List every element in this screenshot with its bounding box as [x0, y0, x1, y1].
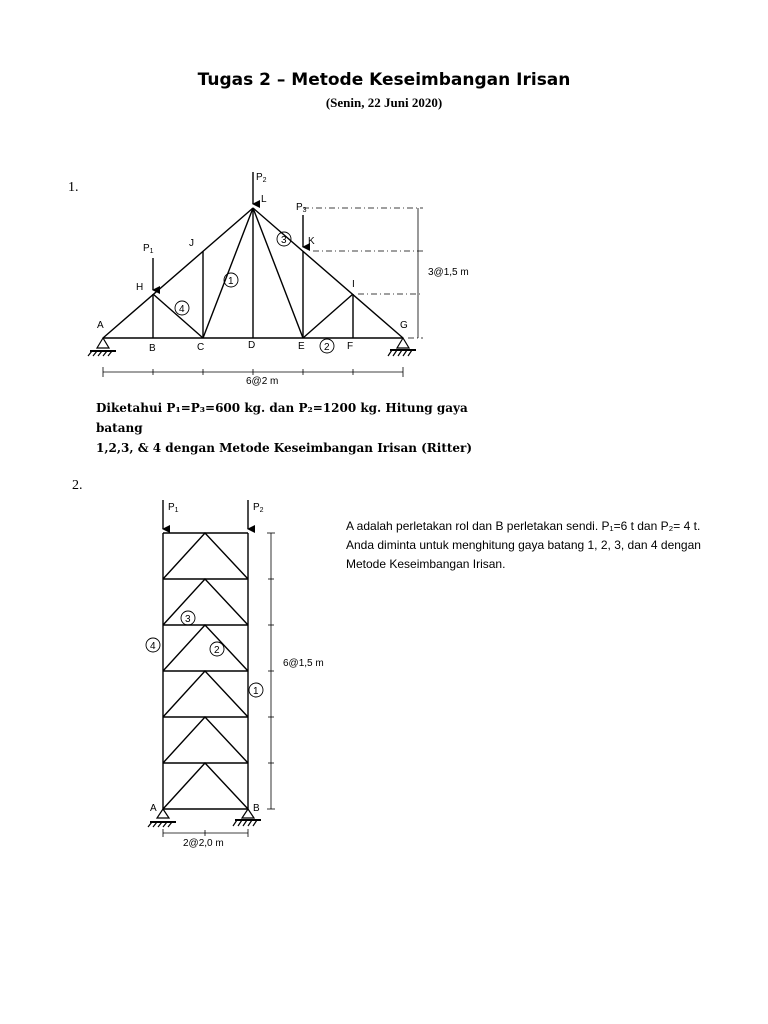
truss2-member-1-label: 1: [253, 686, 259, 697]
node-label-B: B: [149, 343, 156, 354]
truss1: [103, 208, 403, 338]
truss1-support-G: [388, 338, 416, 356]
truss1-member-4-label: 4: [179, 304, 185, 315]
truss1-height-dimension: [303, 208, 423, 338]
truss2-load-label-p2: $P_2$: [253, 502, 264, 514]
page-title: Tugas 2 – Metode Keseimbangan Irisan: [197, 70, 571, 90]
truss2-node-label-B: B: [253, 803, 260, 814]
truss2-load-label-p1: $P_1$: [168, 502, 179, 514]
problem1-description: [96, 398, 516, 458]
truss1-diag-EI: [303, 294, 353, 338]
node-label-I: I: [352, 279, 355, 290]
truss1-diag-HC: [153, 294, 203, 338]
node-label-D: D: [248, 340, 256, 351]
problem2-description-line3: Metode Keseimbangan Irisan.: [346, 557, 506, 571]
node-label-G: G: [400, 320, 408, 331]
truss2: [163, 533, 248, 809]
node-label-J: J: [189, 238, 194, 249]
node-label-E: E: [298, 341, 305, 352]
problem2-number: 2.: [72, 478, 83, 493]
truss1-height-label: 3@1,5 m: [428, 267, 469, 278]
truss2-member-2-label: 2: [214, 645, 220, 656]
truss1-diag-CL: [203, 208, 253, 338]
load-label-p3: $P_3$: [296, 202, 307, 214]
truss2-node-label-A: A: [150, 803, 157, 814]
problem1-description-line2: 1,2,3, & 4 dengan Metode Keseimbangan Irisan (Ritter): [96, 441, 473, 455]
truss1-diag-LE: [253, 208, 303, 338]
problem1-number: 1.: [68, 180, 79, 195]
node-label-H: H: [136, 282, 144, 293]
node-label-F: F: [347, 341, 354, 352]
problem2-description: [346, 517, 726, 574]
node-label-A: A: [97, 320, 104, 331]
truss1-width-label: 6@2 m: [246, 376, 279, 387]
problem1-description-line1: Diketahui P₁=P₃=600 kg. dan P₂=1200 kg. Hitung gaya batang: [96, 401, 468, 435]
truss1-support-A: [88, 338, 116, 356]
node-label-K: K: [308, 236, 315, 247]
truss2-height-label: 6@1,5 m: [283, 658, 324, 669]
truss2-member-3-label: 3: [185, 614, 191, 625]
truss1-member-2-label: 2: [324, 342, 330, 353]
truss2-height-dimension: [267, 533, 275, 809]
truss1-member-3-label: 3: [281, 235, 287, 246]
truss2-member-4-label: 4: [150, 641, 156, 652]
problem2-description-line1: A adalah perletakan rol dan B perletakan sendi. P₁=6 t dan P₂= 4 t.: [346, 519, 701, 533]
load-label-p2: $P_2$: [256, 172, 267, 184]
node-label-L: L: [261, 194, 267, 205]
problem2-description-line2: Anda diminta untuk menghitung gaya batang 1, 2, 3, dan 4 dengan: [346, 538, 701, 552]
truss1-member-1-label: 1: [228, 276, 234, 287]
truss1-top-chord-right: [253, 208, 403, 338]
node-label-C: C: [197, 342, 205, 353]
page-subtitle: (Senin, 22 Juni 2020): [325, 95, 443, 110]
load-label-p1: $P_1$: [143, 243, 154, 255]
truss2-width-dimension: [163, 829, 248, 837]
truss2-width-label: 2@2,0 m: [183, 838, 224, 849]
